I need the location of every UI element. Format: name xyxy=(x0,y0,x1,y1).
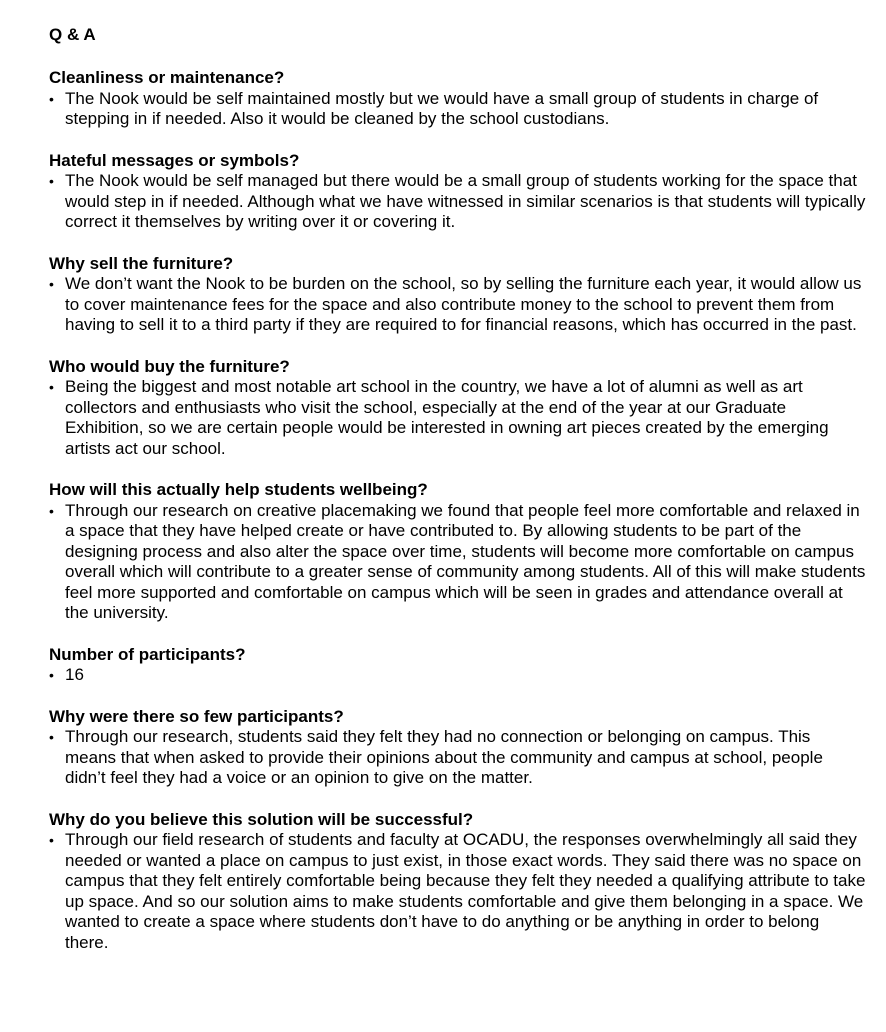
bullet-icon: • xyxy=(49,173,54,189)
page-title: Q & A xyxy=(49,25,96,44)
qa-item-participants-count xyxy=(49,645,866,686)
question-text: Why were there so few participants? xyxy=(49,706,344,726)
qa-item-buyers xyxy=(49,357,866,460)
qa-item-sell-furniture xyxy=(49,254,866,336)
bullet-icon: • xyxy=(49,90,54,107)
bullet-icon: • xyxy=(49,832,54,848)
answer-item xyxy=(49,830,866,953)
question-text: Why do you believe this solution will be successful? xyxy=(49,809,474,829)
answer-item xyxy=(49,727,866,789)
bullet-icon: • xyxy=(49,276,54,292)
answer-item xyxy=(49,501,866,624)
question-text: Number of participants? xyxy=(49,644,246,664)
answer-text: Through our research, students said they felt they had no connection or belonging on campus. This means that when asked to provide their opinions about the community and campus at school, people didn’t feel they had a voice or an opinion to give on the matter. xyxy=(65,727,823,787)
bullet-icon: • xyxy=(49,502,54,519)
answer-text: Through our research on creative placemaking we found that people feel more comfortable and relaxed in a space that they have helped create or have contributed to. By allowing students to be part of the designing process and also alter the space over time, students will become more comfortable on campus overall which will contribute to a greater sense of community among students. All of this will make students feel more supported and comfortable on campus which will be seen in grades and attendance overall at the university. xyxy=(65,500,866,622)
qa-item-wellbeing xyxy=(49,480,866,624)
bullet-icon: • xyxy=(49,667,54,683)
answer-text: Being the biggest and most notable art school in the country, we have a lot of alumni as well as art collectors and enthusiasts who visit the school, especially at the end of the year at our Graduate Exhibition, so we are certain people would be interested in owning art pieces created by the emerging artists act our school. xyxy=(65,377,829,458)
answer-item xyxy=(49,89,866,130)
answer-text: The Nook would be self managed but there would be a small group of students working for the space that would step in if needed. Although what we have witnessed in similar scenarios is that students will typically correct it themselves by writing over it or covering it. xyxy=(65,171,866,231)
answer-item xyxy=(49,171,866,233)
answer-text: Through our field research of students and faculty at OCADU, the responses overwhelmingly all said they needed or wanted a place on campus to just exist, in those exact words. They said there was no space on campus that they felt entirely comfortable being because they felt they needed a qualifying attribute to take up space. And so our solution aims to make students comfortable and give them belonging in a space. We wanted to create a space where students don’t have to do anything or be anything in order to belong there. xyxy=(65,830,866,952)
answer-item xyxy=(49,377,866,459)
question-text: How will this actually help students wellbeing? xyxy=(49,480,428,499)
answer-item xyxy=(49,274,866,336)
answer-text: The Nook would be self maintained mostly but we would have a small group of students in charge of stepping in if needed. Also it would be cleaned by the school custodians. xyxy=(65,88,819,128)
bullet-icon: • xyxy=(49,379,54,395)
question-text: Cleanliness or maintenance? xyxy=(49,68,285,87)
question-text: Hateful messages or symbols? xyxy=(49,150,300,170)
qa-item-hateful-messages xyxy=(49,151,866,233)
qa-item-cleanliness xyxy=(49,68,866,130)
bullet-icon: • xyxy=(49,729,54,745)
answer-item xyxy=(49,665,866,686)
answer-text: We don’t want the Nook to be burden on the school, so by selling the furniture each year, it would allow us to cover maintenance fees for the space and also contribute money to the school to prevent them from having to sell it to a third party if they are required to for financial reasons, which has occurred in the past. xyxy=(65,274,862,334)
qa-item-solution-success xyxy=(49,810,866,954)
question-text: Why sell the furniture? xyxy=(49,253,234,273)
qa-item-few-participants xyxy=(49,707,866,789)
answer-text: 16 xyxy=(65,665,84,684)
question-text: Who would buy the furniture? xyxy=(49,356,290,376)
